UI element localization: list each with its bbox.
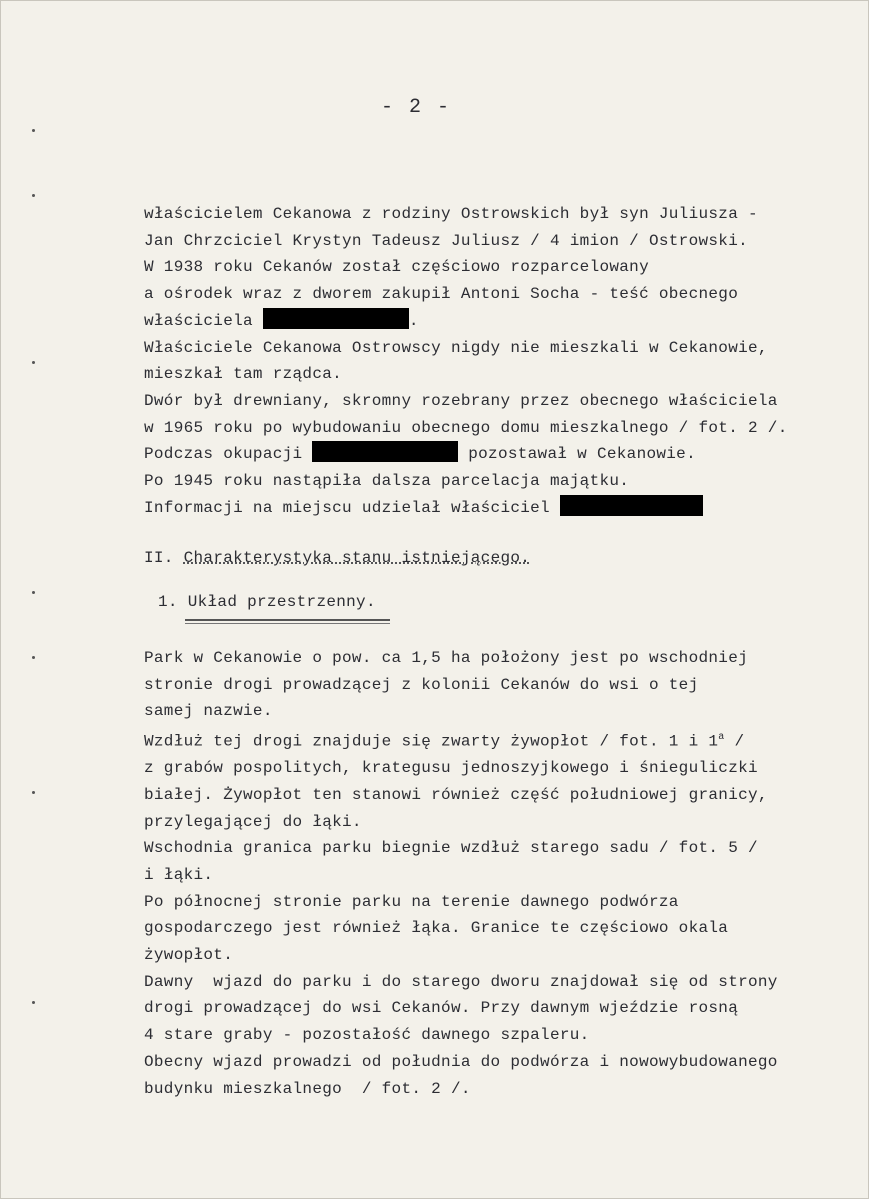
text-line: białej. Żywopłot ten stanowi również część południowej granicy,	[144, 785, 768, 804]
text-fragment: pozostawał w Cekanowie.	[468, 445, 696, 464]
text-line	[144, 441, 844, 468]
margin-mark	[32, 194, 35, 197]
text-line: mieszkał tam rządca.	[144, 365, 343, 384]
text-line: Obecny wjazd prowadzi od południa do podwórza i nowowybudowanego	[144, 1052, 778, 1071]
text-fragment: .	[408, 311, 419, 330]
history-paragraph	[144, 201, 844, 521]
text-line: w 1965 roku po wybudowaniu obecnego domu mieszkalnego / fot. 2 /.	[144, 418, 788, 437]
superscript: a	[718, 732, 725, 744]
text-fragment: właściciela	[144, 311, 253, 330]
redaction-bar	[312, 441, 458, 462]
text-line	[144, 308, 844, 335]
subsection-number: 1.	[158, 593, 178, 611]
text-line: Po 1945 roku nastąpiła dalsza parcelacja majątku.	[144, 472, 630, 491]
text-line: Właściciele Cekanowa Ostrowscy nigdy nie mieszkali w Cekanowie,	[144, 338, 768, 357]
text-line: właścicielem Cekanowa z rodziny Ostrowskich był syn Juliusza -	[144, 205, 758, 223]
text-line: z grabów pospolitych, krategusu jednoszyjkowego i śnieguliczki	[144, 759, 758, 778]
page-number: - 2 -	[381, 96, 452, 119]
text-line: samej nazwie.	[144, 702, 273, 721]
text-line: Jan Chrzciciel Krystyn Tadeusz Juliusz / 4 imion / Ostrowski.	[144, 231, 748, 250]
text-line: gospodarczego jest również łąka. Granice te częściowo okala	[144, 919, 729, 938]
text-line: stronie drogi prowadzącej z kolonii Cekanów do wsi o tej	[144, 675, 699, 694]
section-title: Charakterystyka stanu istniejącego.	[183, 549, 531, 567]
section-heading	[144, 549, 530, 567]
text-line: przylegającej do łąki.	[144, 812, 362, 831]
redaction-bar	[560, 495, 703, 516]
text-line: Dawny wjazd do parku i do starego dworu znajdował się od strony	[144, 972, 778, 991]
text-line: a ośrodek wraz z dworem zakupił Antoni Socha - teść obecnego	[144, 285, 739, 304]
text-fragment: Informacji na miejscu udzielał właściciel	[144, 498, 550, 517]
margin-mark	[32, 129, 35, 132]
text-line: żywopłot.	[144, 946, 234, 965]
layout-paragraph	[144, 645, 844, 1102]
text-line: Wschodnia granica parku biegnie wzdłuż starego sadu / fot. 5 /	[144, 839, 758, 858]
text-fragment: Wzdłuż tej drogi znajduje się zwarty żywopłot / fot. 1 i 1	[144, 732, 719, 751]
text-line: W 1938 roku Cekanów został częściowo rozparcelowany	[144, 258, 649, 277]
subsection-heading	[158, 593, 376, 611]
text-line: Park w Cekanowie o pow. ca 1,5 ha położony jest po wschodniej	[144, 649, 748, 667]
redaction-bar	[263, 308, 409, 329]
text-line: Po północnej stronie parku na terenie dawnego podwórza	[144, 892, 679, 911]
text-fragment: Podczas okupacji	[144, 445, 303, 464]
margin-mark	[32, 361, 35, 364]
text-line: 4 stare graby - pozostałość dawnego szpaleru.	[144, 1026, 590, 1045]
section-number: II.	[144, 549, 174, 567]
text-line	[144, 725, 844, 755]
margin-mark	[32, 656, 35, 659]
text-line: drogi prowadzącej do wsi Cekanów. Przy dawnym wjeździe rosną	[144, 999, 739, 1018]
text-line: Dwór był drewniany, skromny rozebrany przez obecnego właściciela	[144, 391, 778, 410]
text-line: budynku mieszkalnego / fot. 2 /.	[144, 1079, 471, 1098]
margin-mark	[32, 1001, 35, 1004]
text-line	[144, 495, 844, 522]
margin-mark	[32, 791, 35, 794]
subsection-title: Układ przestrzenny.	[187, 593, 376, 611]
text-fragment: /	[724, 732, 745, 751]
margin-mark	[32, 591, 35, 594]
subsection-underline	[185, 619, 390, 624]
text-line: i łąki.	[144, 865, 214, 884]
